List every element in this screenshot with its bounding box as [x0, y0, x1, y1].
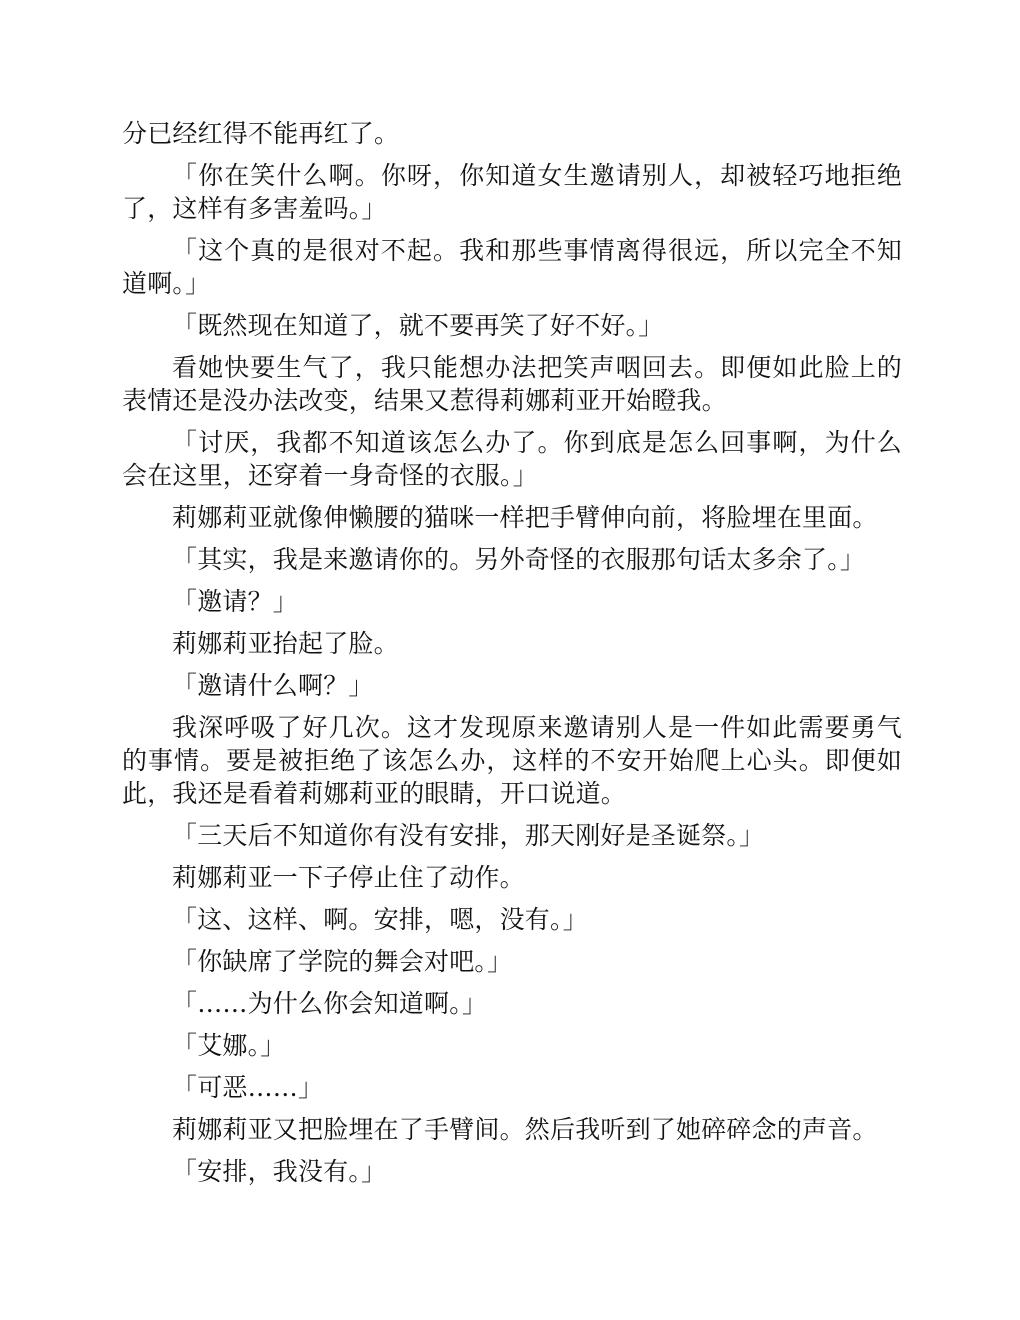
paragraph: 「这个真的是很对不起。我和那些事情离得很远，所以完全不知道啊。」 — [122, 236, 902, 298]
paragraph: 「……为什么你会知道啊。」 — [172, 989, 488, 1018]
paragraph: 看她快要生气了，我只能想办法把笑声咽回去。即便如此脸上的表情还是没办法改变，结果又惹得莉娜莉亚开始瞪我。 — [122, 353, 902, 415]
paragraph: 莉娜莉亚又把脸埋在了手臂间。然后我听到了她碎碎念的声音。 — [172, 1115, 878, 1144]
paragraph: 我深呼吸了好几次。这才发现原来邀请别人是一件如此需要勇气的事情。要是被拒绝了该怎么办，这样的不安开始爬上心头。即便如此，我还是看着莉娜莉亚的眼睛，开口说道。 — [122, 713, 902, 808]
paragraph: 莉娜莉亚抬起了脸。 — [172, 629, 399, 658]
paragraph: 分已经红得不能再红了。 — [122, 119, 400, 148]
paragraph: 「邀请？」 — [172, 587, 299, 616]
paragraph: 「安排，我没有。」 — [172, 1157, 387, 1186]
paragraph: 「既然现在知道了，就不要再笑了好不好。」 — [172, 311, 664, 340]
paragraph: 「其实，我是来邀请你的。另外奇怪的衣服那句话太多余了。」 — [172, 545, 866, 574]
paragraph: 莉娜莉亚就像伸懒腰的猫咪一样把手臂伸向前，将脸埋在里面。 — [172, 503, 878, 532]
paragraph: 「这、这样、啊。安排，嗯，没有。」 — [172, 905, 588, 934]
paragraph: 「讨厌，我都不知道该怎么办了。你到底是怎么回事啊，为什么会在这里，还穿着一身奇怪的衣服。」 — [122, 428, 902, 490]
paragraph: 「你在笑什么啊。你呀，你知道女生邀请别人，却被轻巧地拒绝了，这样有多害羞吗。」 — [122, 161, 902, 223]
paragraph: 「艾娜。」 — [172, 1031, 286, 1060]
paragraph: 莉娜莉亚一下子停止住了动作。 — [172, 863, 525, 892]
body-text — [122, 117, 902, 1197]
paragraph: 「三天后不知道你有没有安排，那天刚好是圣诞祭。」 — [172, 821, 765, 850]
paragraph: 「你缺席了学院的舞会对吧。」 — [172, 947, 513, 976]
paragraph: 「可恶……」 — [172, 1073, 324, 1102]
paragraph: 「邀请什么啊？」 — [172, 671, 374, 700]
